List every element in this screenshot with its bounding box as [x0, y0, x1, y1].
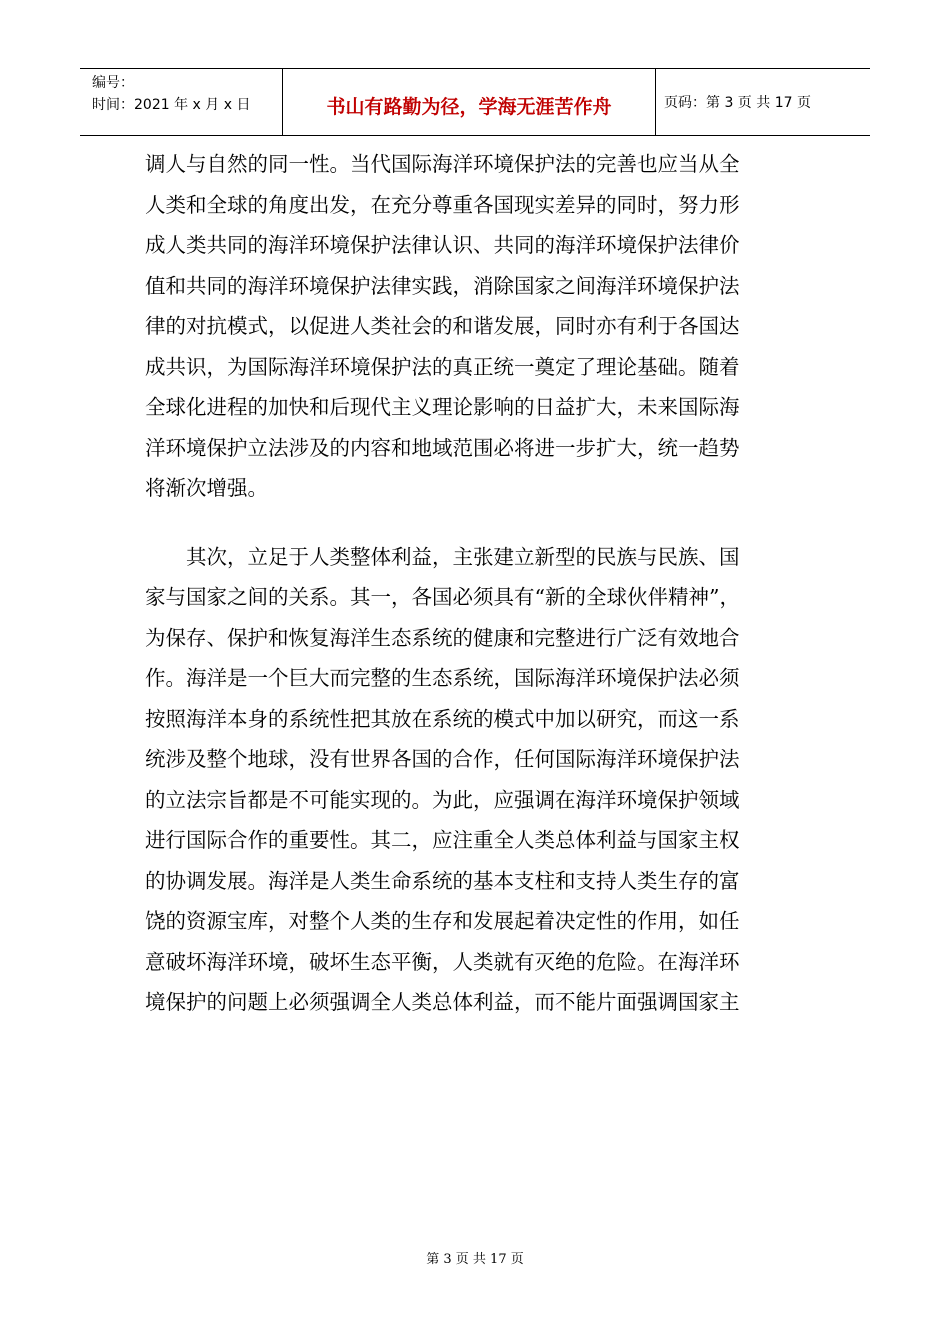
- paragraph-gap: [145, 509, 805, 537]
- document-date-label: 时间：2021 年 x 月 x 日: [92, 97, 251, 113]
- text-line: 将渐次增强。: [145, 476, 268, 500]
- text-line: 全球化进程的加快和后现代主义理论影响的日益扩大，未来国际海: [145, 395, 740, 419]
- text-line: 饶的资源宝库，对整个人类的生存和发展起着决定性的作用，如任: [145, 909, 740, 933]
- page-header: [80, 68, 870, 136]
- header-page-cell: [656, 69, 870, 135]
- text-line: 其次，立足于人类整体利益，主张建立新型的民族与民族、国: [145, 544, 740, 569]
- text-line: 统涉及整个地球，没有世界各国的合作，任何国际海洋环境保护法: [145, 747, 740, 771]
- text-line: 的协调发展。海洋是人类生命系统的基本支柱和支持人类生存的富: [145, 868, 740, 893]
- text-line: 进行国际合作的重要性。其二，应注重全人类总体利益与国家主权: [145, 828, 740, 852]
- page-footer: [0, 1248, 950, 1267]
- text-line: 境保护的问题上必须强调全人类总体利益，而不能片面强调国家主: [145, 990, 740, 1014]
- header-meta: [80, 69, 282, 135]
- footer-page-number: 第 3 页 共 17 页: [426, 1252, 524, 1267]
- text-line: 家与国家之间的关系。其一，各国必须具有“新的全球伙伴精神”，: [145, 585, 740, 609]
- text-line: 按照海洋本身的系统性把其放在系统的模式中加以研究，而这一系: [145, 706, 740, 731]
- header-motto-cell: [282, 69, 656, 135]
- text-line: 意破坏海洋环境，破坏生态平衡，人类就有灭绝的危险。在海洋环: [145, 949, 740, 974]
- text-line: 值和共同的海洋环境保护法律实践，消除国家之间海洋环境保护法: [145, 273, 740, 298]
- header-motto: 书山有路勤为径，学海无涯苦作舟: [326, 95, 612, 118]
- text-line: 成共识，为国际海洋环境保护法的真正统一奠定了理论基础。随着: [145, 354, 740, 379]
- text-line: 人类和全球的角度出发，在充分尊重各国现实差异的同时，努力形: [145, 192, 740, 217]
- text-line: 成人类共同的海洋环境保护法律认识、共同的海洋环境保护法律价: [145, 233, 740, 257]
- document-body: [145, 144, 805, 1023]
- header-page-info: 页码：第 3 页 共 17 页: [664, 95, 811, 111]
- paragraph-2: [145, 537, 805, 1023]
- text-line: 作。海洋是一个巨大而完整的生态系统，国际海洋环境保护法必须: [145, 666, 740, 690]
- text-line: 为保存、保护和恢复海洋生态系统的健康和完整进行广泛有效地合: [145, 625, 740, 650]
- text-line: 律的对抗模式，以促进人类社会的和谐发展，同时亦有利于各国达: [145, 314, 740, 338]
- document-number-label: 编号：: [92, 75, 134, 91]
- paragraph-1: [145, 144, 805, 509]
- text-line: 的立法宗旨都是不可能实现的。为此，应强调在海洋环境保护领域: [145, 787, 740, 812]
- text-line: 洋环境保护立法涉及的内容和地域范围必将进一步扩大，统一趋势: [145, 435, 740, 460]
- text-line: 调人与自然的同一性。当代国际海洋环境保护法的完善也应当从全: [145, 152, 740, 176]
